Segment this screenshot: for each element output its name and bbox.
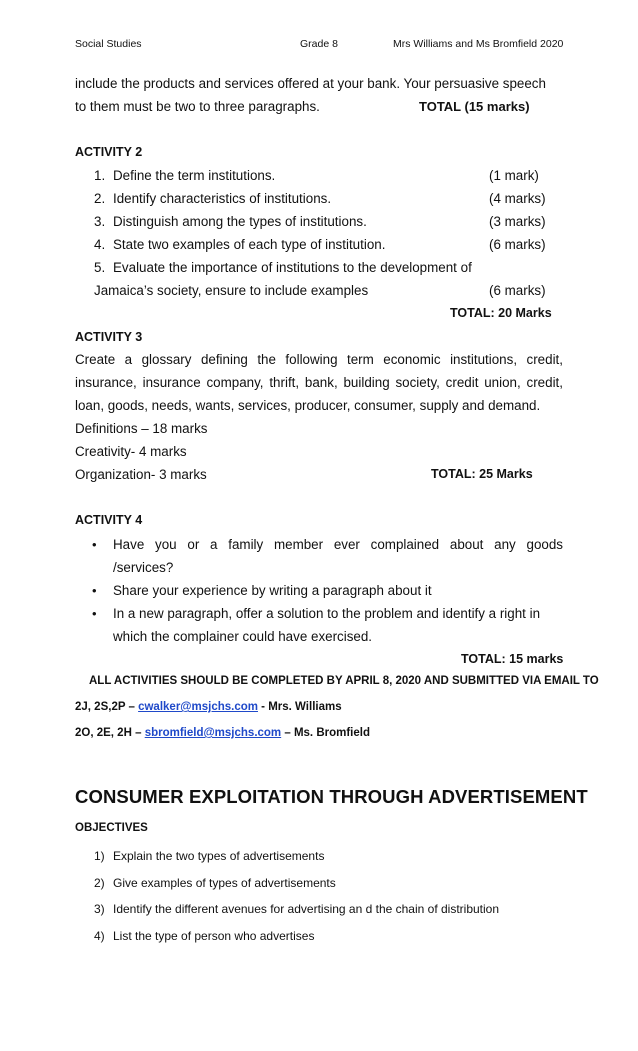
objective-num: 2): [94, 876, 105, 890]
header-subject: Social Studies: [75, 38, 142, 50]
intro-line-1: include the products and services offered at your bank. Your persuasive speech: [75, 76, 546, 91]
activity-2-item-5-marks: (6 marks): [489, 283, 546, 298]
teacher-name: - Mrs. Williams: [257, 701, 342, 713]
header-grade: Grade 8: [300, 38, 338, 50]
objective-text: Explain the two types of advertisements: [113, 849, 325, 863]
activity-3-total: TOTAL: 25 Marks: [431, 467, 533, 481]
activity-4-bullet-3-cont: which the complainer could have exercised.: [113, 629, 373, 644]
activity-2-item-marks: (6 marks): [489, 237, 546, 252]
email-link-williams[interactable]: cwalker@msjchs.com: [138, 701, 258, 713]
objective-num: 1): [94, 849, 105, 863]
activity-2-item-text: State two examples of each type of institution.: [113, 237, 386, 252]
submission-line-williams: [75, 701, 342, 713]
submission-notice: ALL ACTIVITIES SHOULD BE COMPLETED BY APRIL 8, 2020 AND SUBMITTED VIA EMAIL TO: [89, 675, 599, 687]
activity-2-item-text: Identify characteristics of institutions.: [113, 191, 332, 206]
activity-3-definitions: Definitions – 18 marks: [75, 421, 208, 436]
objective-num: 4): [94, 929, 105, 943]
activity-2-item-num: 5.: [94, 260, 106, 275]
activity-4-bullet-3: In a new paragraph, offer a solution to the problem and identify a right in: [113, 606, 541, 621]
activity-3-organization: Organization- 3 marks: [75, 467, 207, 482]
activity-3-creativity: Creativity- 4 marks: [75, 444, 187, 459]
objective-num: 3): [94, 902, 105, 916]
activity-2-item-num: 4.: [94, 237, 106, 252]
section-heading: CONSUMER EXPLOITATION THROUGH ADVERTISEMENT: [75, 786, 588, 807]
objectives-title: OBJECTIVES: [75, 822, 148, 834]
header-teachers: Mrs Williams and Ms Bromfield 2020: [393, 38, 564, 50]
activity-4-bullet-2: Share your experience by writing a paragraph about it: [113, 583, 432, 598]
activity-2-item-text: Distinguish among the types of institutions.: [113, 214, 367, 229]
objective-text: Identify the different avenues for advertising an d the chain of distribution: [113, 902, 500, 916]
activity-2-item-5-continued: Jamaica’s society, ensure to include examples: [94, 283, 369, 298]
activity-2-item-marks: (1 mark): [489, 168, 539, 183]
class-group-label: 2J, 2S,2P –: [75, 701, 139, 713]
activity-4-bullet-1-cont: /services?: [113, 560, 174, 575]
activity-2-title: ACTIVITY 2: [75, 145, 143, 159]
class-group-label: 2O, 2E, 2H –: [75, 727, 145, 739]
activity-4-title: ACTIVITY 4: [75, 513, 143, 527]
activity-3-line: insurance, insurance company, thrift, bank, building society, credit union, credit,: [75, 375, 563, 390]
activity-2-item-marks: (3 marks): [489, 214, 546, 229]
activity-4-bullet-1: Have you or a family member ever complained about any goods: [113, 537, 563, 552]
activity-2-item-text: Evaluate the importance of institutions to the development of: [113, 260, 472, 275]
teacher-name: – Ms. Bromfield: [281, 727, 370, 739]
intro-total: TOTAL (15 marks): [419, 99, 530, 114]
activity-3-line: loan, goods, needs, wants, services, producer, consumer, supply and demand.: [75, 398, 541, 413]
submission-line-bromfield: [75, 727, 370, 739]
activity-2-total: TOTAL: 20 Marks: [450, 306, 552, 320]
email-link-bromfield[interactable]: sbromfield@msjchs.com: [144, 727, 282, 739]
activity-2-item-num: 2.: [94, 191, 106, 206]
activity-2-item-num: 3.: [94, 214, 106, 229]
activity-4-total: TOTAL: 15 marks: [461, 652, 564, 666]
activity-2-item-text: Define the term institutions.: [113, 168, 276, 183]
bullet-icon: •: [92, 583, 97, 598]
objective-text: Give examples of types of advertisements: [113, 876, 336, 890]
activity-2-item-num: 1.: [94, 168, 106, 183]
activity-3-line: Create a glossary defining the following term economic institutions, credit,: [75, 352, 563, 367]
activity-3-title: ACTIVITY 3: [75, 330, 143, 344]
bullet-icon: •: [92, 606, 97, 621]
bullet-icon: •: [92, 537, 97, 552]
activity-2-item-marks: (4 marks): [489, 191, 546, 206]
objective-text: List the type of person who advertises: [113, 929, 315, 943]
intro-line-2: to them must be two to three paragraphs.: [75, 99, 320, 114]
